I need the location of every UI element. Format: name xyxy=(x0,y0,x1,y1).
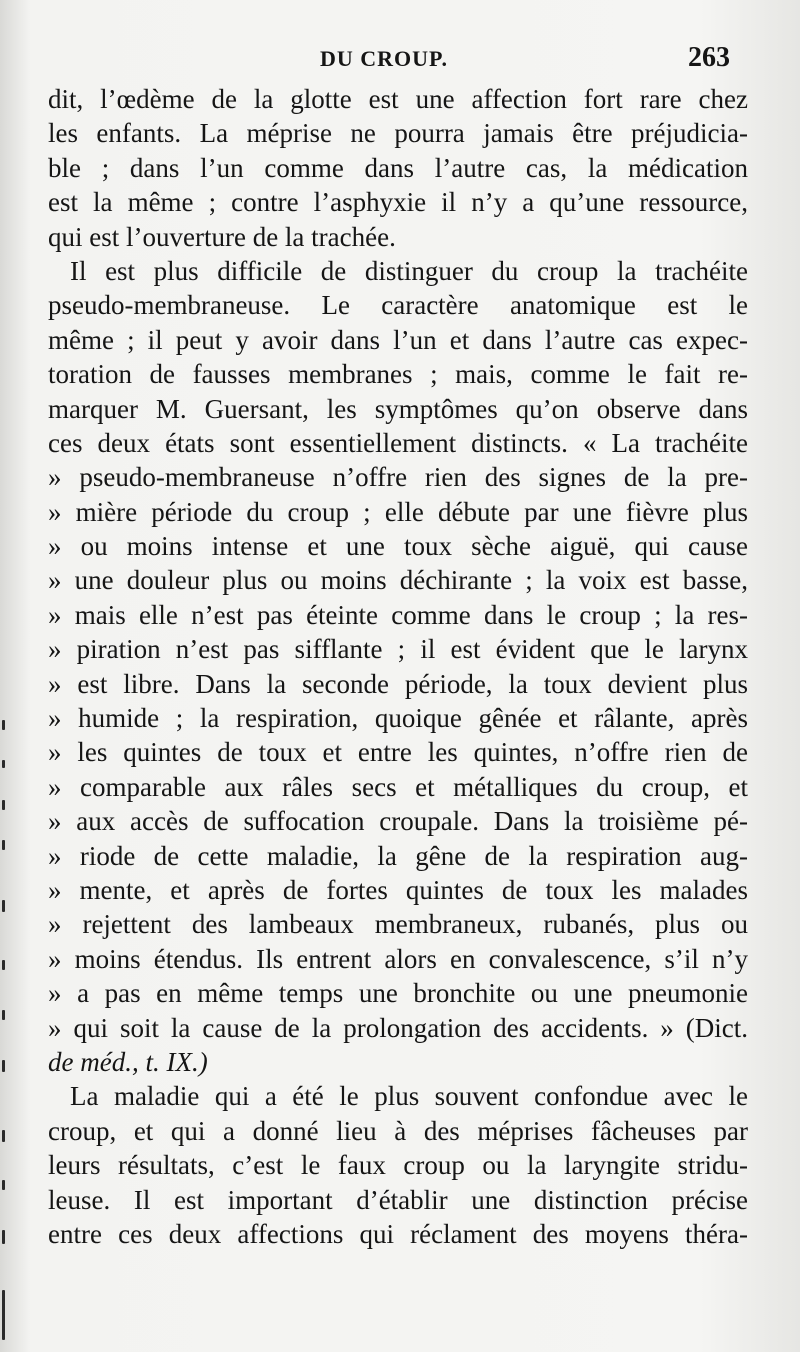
text-line: qui est l’ouverture de la trachée. xyxy=(48,221,396,252)
edge-mark xyxy=(2,760,5,768)
text-line: » mente, et après de fortes quintes de toux les malades xyxy=(48,874,748,905)
edge-mark xyxy=(2,1130,5,1142)
edge-mark xyxy=(2,1060,5,1072)
text-line: » rejettent des lambeaux membraneux, rubanés, plus ou xyxy=(48,909,748,940)
text-line: » mais elle n’est pas éteinte comme dans le croup ; la res- xyxy=(48,599,748,630)
edge-mark xyxy=(2,720,5,730)
body-text xyxy=(48,82,748,1251)
text-line: » piration n’est pas sifflante ; il est évident que le larynx xyxy=(48,634,748,665)
edge-mark xyxy=(2,800,5,810)
text-line: pseudo-membraneuse. Le caractère anatomique est le xyxy=(48,290,748,321)
text-line: » humide ; la respiration, quoique gênée et râlante, après xyxy=(48,703,748,734)
text-line: dit, l’œdème de la glotte est une affection fort rare chez xyxy=(48,84,748,114)
text-line: » les quintes de toux et entre les quintes, n’offre rien de xyxy=(48,737,748,768)
text-line: » moins étendus. Ils entrent alors en convalescence, s’il n’y xyxy=(48,943,748,974)
text-line: même ; il peut y avoir dans l’un et dans l’autre cas expec- xyxy=(48,324,748,355)
edge-mark xyxy=(2,1230,5,1244)
text-line: croup, et qui a donné lieu à des méprises fâcheuses par xyxy=(48,1115,748,1146)
edge-mark xyxy=(2,960,5,970)
text-line: » comparable aux râles secs et métalliques du croup, et xyxy=(48,771,748,802)
text-line: » une douleur plus ou moins déchirante ; la voix est basse, xyxy=(48,565,748,596)
text-line: entre ces deux affections qui réclament des moyens théra- xyxy=(48,1218,748,1249)
text-line: leurs résultats, c’est le faux croup ou la laryngite stridu- xyxy=(48,1150,748,1181)
edge-mark xyxy=(2,900,5,912)
edge-mark xyxy=(2,1180,5,1190)
text-line: marquer M. Guersant, les symptômes qu’on observe dans xyxy=(48,393,748,424)
page-edge-marks xyxy=(0,0,8,1352)
text-line: ble ; dans l’un comme dans l’autre cas, la médication xyxy=(48,152,748,183)
text-line: » aux accès de suffocation croupale. Dans la troisième pé- xyxy=(48,806,748,837)
text-line: » pseudo-membraneuse n’offre rien des signes de la pre- xyxy=(48,462,748,493)
text-line: » qui soit la cause de la prolongation des accidents. » (Dict. xyxy=(48,1012,748,1043)
text-line: ces deux états sont essentiellement distincts. « La trachéite xyxy=(48,427,748,458)
edge-mark xyxy=(2,1010,5,1020)
text-line: de méd., t. IX.) xyxy=(48,1046,208,1077)
text-line: Il est plus difficile de distinguer du croup la trachéite xyxy=(70,255,748,286)
page-number: 263 xyxy=(688,42,730,73)
edge-mark xyxy=(2,840,5,850)
text-line: » mière période du croup ; elle débute par une fièvre plus xyxy=(48,496,748,527)
text-line: toration de fausses membranes ; mais, comme le fait re- xyxy=(48,359,748,390)
edge-mark xyxy=(2,1290,5,1340)
text-line: est la même ; contre l’asphyxie il n’y a qu’une ressource, xyxy=(48,187,748,218)
text-line: » ou moins intense et une toux sèche aiguë, qui cause xyxy=(48,531,748,562)
text-line: » riode de cette maladie, la gêne de la respiration aug- xyxy=(48,840,748,871)
text-line: La maladie qui a été le plus souvent confondue avec le xyxy=(70,1081,748,1112)
text-line: » a pas en même temps une bronchite ou une pneumonie xyxy=(48,978,748,1009)
text-line: leuse. Il est important d’établir une distinction précise xyxy=(48,1184,748,1215)
text-line: les enfants. La méprise ne pourra jamais être préjudicia- xyxy=(48,118,748,149)
running-title: DU CROUP. xyxy=(320,46,448,71)
running-head xyxy=(0,40,800,80)
text-line: » est libre. Dans la seconde période, la toux devient plus xyxy=(48,668,748,699)
